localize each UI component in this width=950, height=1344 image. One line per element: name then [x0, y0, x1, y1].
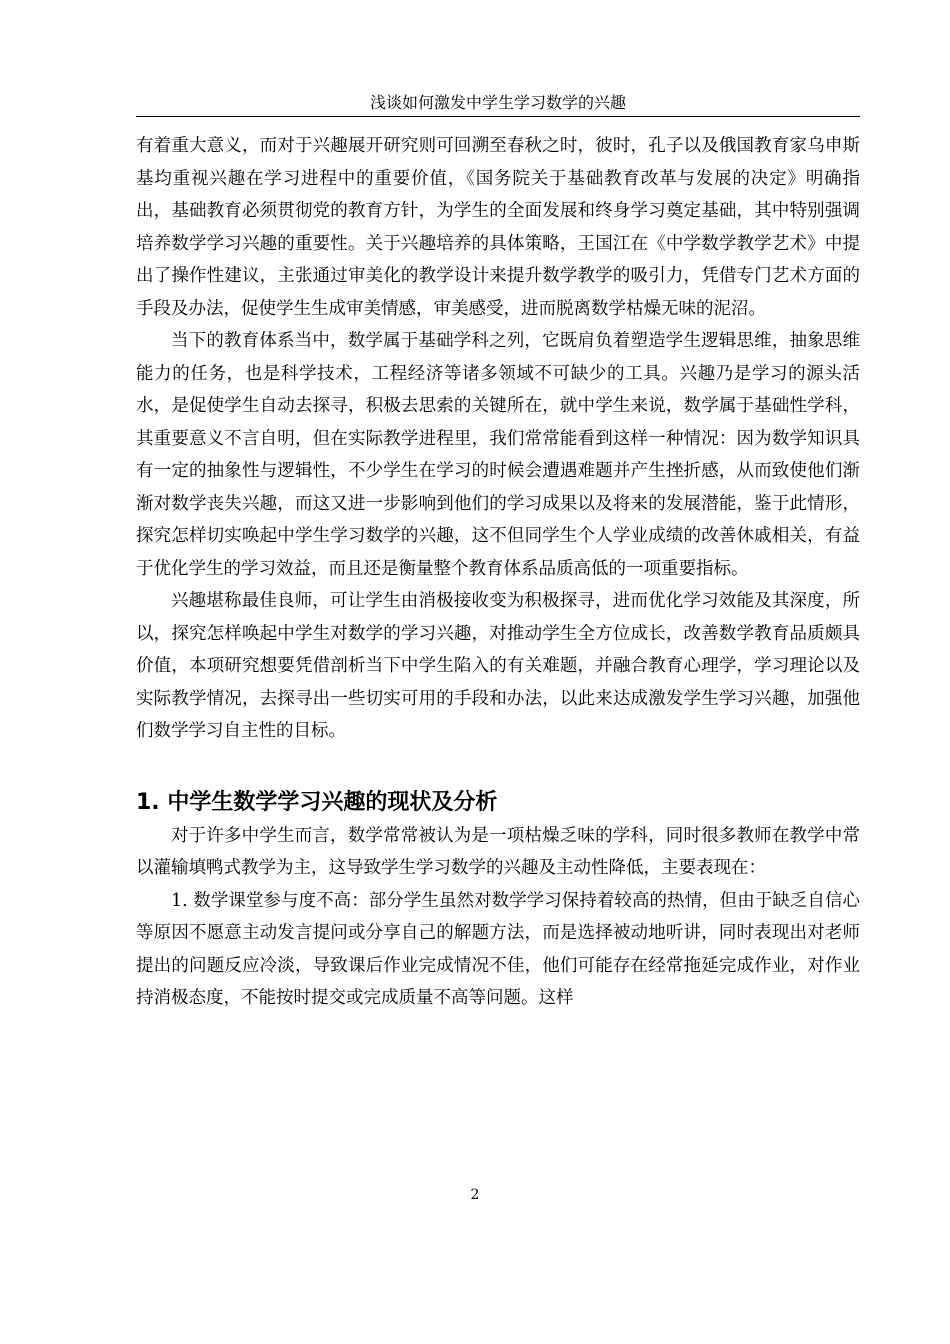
section-heading: 1. 中学生数学学习兴趣的现状及分析	[136, 789, 498, 815]
body-paragraph: 有着重大意义，而对于兴趣展开研究则可回溯至春秋之时，彼时，孔子以及俄国教育家乌申斯基均重视兴趣在学习进程中的重要价值，《国务院关于基础教育改革与发展的决定》明确指出，基础教育必须贯彻党的教育方针，为学生的全面发展和终身学习奠定基础，其中特别强调培养数学学习兴趣的重要性。关于兴趣培养的具体策略，王国江在《中学数学教学艺术》中提出了操作性建议，主张通过审美化的教学设计来提升数学教学的吸引力，凭借专门艺术方面的手段及办法，促使学生生成审美情感，审美感受，进而脱离数学枯燥无味的泥沼。	[136, 136, 860, 319]
section-paragraph: 1. 数学课堂参与度不高：部分学生虽然对数学学习保持着较高的热情，但由于缺乏自信心等原因不愿意主动发言提问或分享自己的解题方法，而是选择被动地听讲，同时表现出对老师提出的问题反应冷淡，导致课后作业完成情况不佳，他们可能存在经常拖延完成作业，对作业持消极态度，不能按时提交或完成质量不高等问题。这样	[136, 890, 860, 1008]
running-header	[136, 92, 860, 117]
page-number: 2	[470, 1187, 480, 1203]
body-paragraph: 当下的教育体系当中，数学属于基础学科之列，它既肩负着塑造学生逻辑思维，抽象思维能力的任务，也是科学技术，工程经济等诸多领域不可缺少的工具。兴趣乃是学习的源头活水，是促使学生自动去探寻，积极去思索的关键所在，就中学生来说，数学属于基础性学科，其重要意义不言自明，但在实际教学进程里，我们常常能看到这样一种情况：因为数学知识具有一定的抽象性与逻辑性，不少学生在学习的时候会遭遇难题并产生挫折感，从而致使他们渐渐对数学丧失兴趣，而这又进一步影响到他们的学习成果以及将来的发展潜能，鉴于此情形，探究怎样切实唤起中学生学习数学的兴趣，这不但同学生个人学业成绩的改善休戚相关，有益于优化学生的学习效益，而且还是衡量整个教育体系品质高低的一项重要指标。	[136, 331, 860, 579]
body-paragraph: 兴趣堪称最佳良师，可让学生由消极接收变为积极探寻，进而优化学习效能及其深度，所以，探究怎样唤起中学生对数学的学习兴趣，对推动学生全方位成长，改善数学教育品质颇具价值，本项研究想要凭借剖析当下中学生陷入的有关难题，并融合教育心理学，学习理论以及实际教学情况，去探寻出一些切实可用的手段和办法，以此来达成激发学生学习兴趣，加强他们数学学习自主性的目标。	[136, 591, 860, 741]
running-header-title: 浅谈如何激发中学生学习数学的兴趣	[369, 93, 626, 112]
main-body	[136, 130, 860, 1015]
section-paragraph: 对于许多中学生而言，数学常常被认为是一项枯燥乏味的学科，同时很多教师在教学中常以灌输填鸭式教学为主，这导致学生学习数学的兴趣及主动性降低，主要表现在：	[136, 825, 860, 878]
